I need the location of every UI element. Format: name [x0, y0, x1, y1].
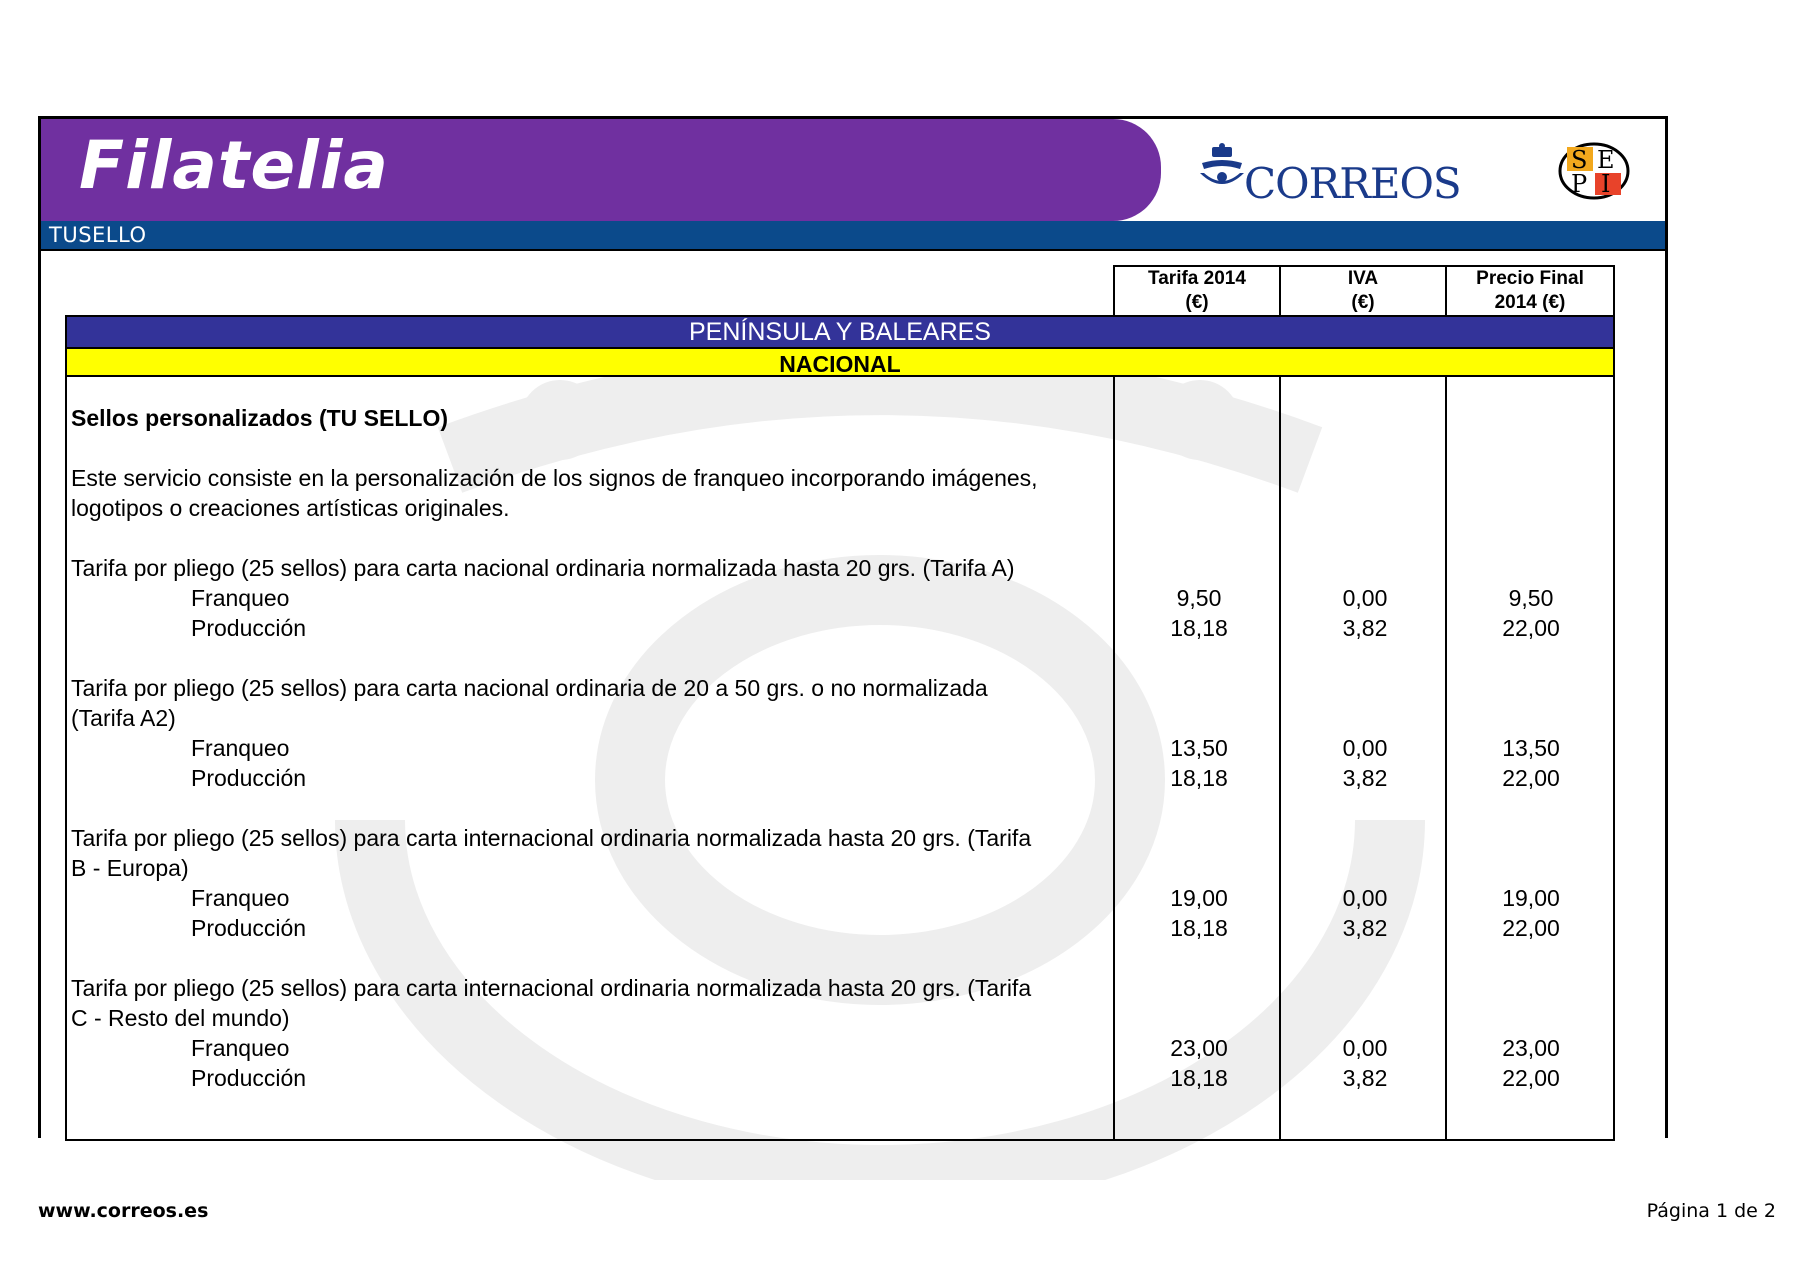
column-header-tarifa	[1113, 265, 1281, 315]
cell-iva: 0,00	[1342, 585, 1388, 611]
correos-wordmark: CORREOS	[1244, 159, 1461, 208]
region-band: PENÍNSULA Y BALEARES	[67, 317, 1613, 347]
footer-url: www.correos.es	[38, 1200, 209, 1222]
cell-precio: 22,00	[1502, 765, 1560, 791]
group-heading: (Tarifa A2)	[71, 705, 176, 731]
group-heading: Tarifa por pliego (25 sellos) para carta internacional ordinaria normalizada hasta 20 grs. (Tarifa	[71, 975, 1032, 1001]
cell-iva: 3,82	[1342, 765, 1388, 791]
tariff-table	[65, 315, 1615, 1141]
row-label: Producción	[191, 765, 307, 791]
document-frame	[38, 116, 1668, 1138]
cell-tarifa: 13,50	[1170, 735, 1228, 761]
title-banner	[41, 119, 1161, 221]
svg-text:I: I	[1601, 170, 1611, 198]
cell-precio: 9,50	[1508, 585, 1554, 611]
cell-tarifa: 23,00	[1170, 1035, 1228, 1061]
description-line: Este servicio consiste en la personalización de los signos de franqueo incorporando imágenes,	[71, 465, 1038, 491]
cell-tarifa: 9,50	[1176, 585, 1222, 611]
column-header-line: IVA	[1347, 268, 1379, 289]
group-heading: B - Europa)	[71, 855, 189, 881]
page-number: Página 1 de 2	[1646, 1200, 1776, 1222]
cell-iva: 3,82	[1342, 615, 1388, 641]
cell-iva: 3,82	[1342, 915, 1388, 941]
column-header-iva	[1279, 265, 1447, 315]
column-header-line: 2014 (€)	[1494, 292, 1566, 313]
row-label: Franqueo	[191, 735, 290, 761]
svg-text:S: S	[1571, 146, 1588, 174]
column-header-line: Tarifa 2014	[1148, 268, 1246, 289]
cell-iva: 0,00	[1342, 885, 1388, 911]
row-label: Franqueo	[191, 1035, 290, 1061]
svg-text:E: E	[1597, 146, 1615, 174]
page-title: Filatelia	[79, 127, 389, 204]
cell-precio: 22,00	[1502, 1065, 1560, 1091]
row-label: Producción	[191, 1065, 307, 1091]
svg-text:P: P	[1571, 170, 1588, 198]
row-label: Producción	[191, 915, 307, 941]
group-heading: Tarifa por pliego (25 sellos) para carta internacional ordinaria normalizada hasta 20 grs. (Tarifa	[71, 825, 1032, 851]
cell-iva: 0,00	[1342, 735, 1388, 761]
post-horn-crown-icon	[1196, 143, 1248, 193]
cell-tarifa: 18,18	[1170, 915, 1228, 941]
cell-precio: 19,00	[1502, 885, 1560, 911]
cell-tarifa: 19,00	[1170, 885, 1228, 911]
column-header-line: (€)	[1351, 292, 1375, 313]
correos-logo	[1196, 143, 1466, 209]
header	[41, 119, 1665, 247]
cell-precio: 22,00	[1502, 915, 1560, 941]
cell-precio: 23,00	[1502, 1035, 1560, 1061]
row-label: Franqueo	[191, 585, 290, 611]
cell-iva: 3,82	[1342, 1065, 1388, 1091]
cell-tarifa: 18,18	[1170, 765, 1228, 791]
section-title: Sellos personalizados (TU SELLO)	[71, 405, 449, 431]
scope-band: NACIONAL	[67, 347, 1613, 377]
group-heading: Tarifa por pliego (25 sellos) para carta nacional ordinaria normalizada hasta 20 grs. (Tarifa A)	[71, 555, 1015, 581]
row-label: Franqueo	[191, 885, 290, 911]
row-label: Producción	[191, 615, 307, 641]
cell-tarifa: 18,18	[1170, 1065, 1228, 1091]
group-heading: Tarifa por pliego (25 sellos) para carta nacional ordinaria de 20 a 50 grs. o no normalizada	[71, 675, 988, 701]
column-header-line: Precio Final	[1476, 268, 1584, 289]
cell-precio: 13,50	[1502, 735, 1560, 761]
cell-precio: 22,00	[1502, 615, 1560, 641]
column-header-line: (€)	[1185, 292, 1209, 313]
group-heading: C - Resto del mundo)	[71, 1005, 290, 1031]
column-header-precio	[1445, 265, 1615, 315]
description-line: logotipos o creaciones artísticas originales.	[71, 495, 510, 521]
section-bar-label: TUSELLO	[49, 223, 147, 247]
cell-tarifa: 18,18	[1170, 615, 1228, 641]
sepi-logo-icon	[1557, 141, 1631, 201]
section-bar	[41, 221, 1665, 251]
cell-iva: 0,00	[1342, 1035, 1388, 1061]
